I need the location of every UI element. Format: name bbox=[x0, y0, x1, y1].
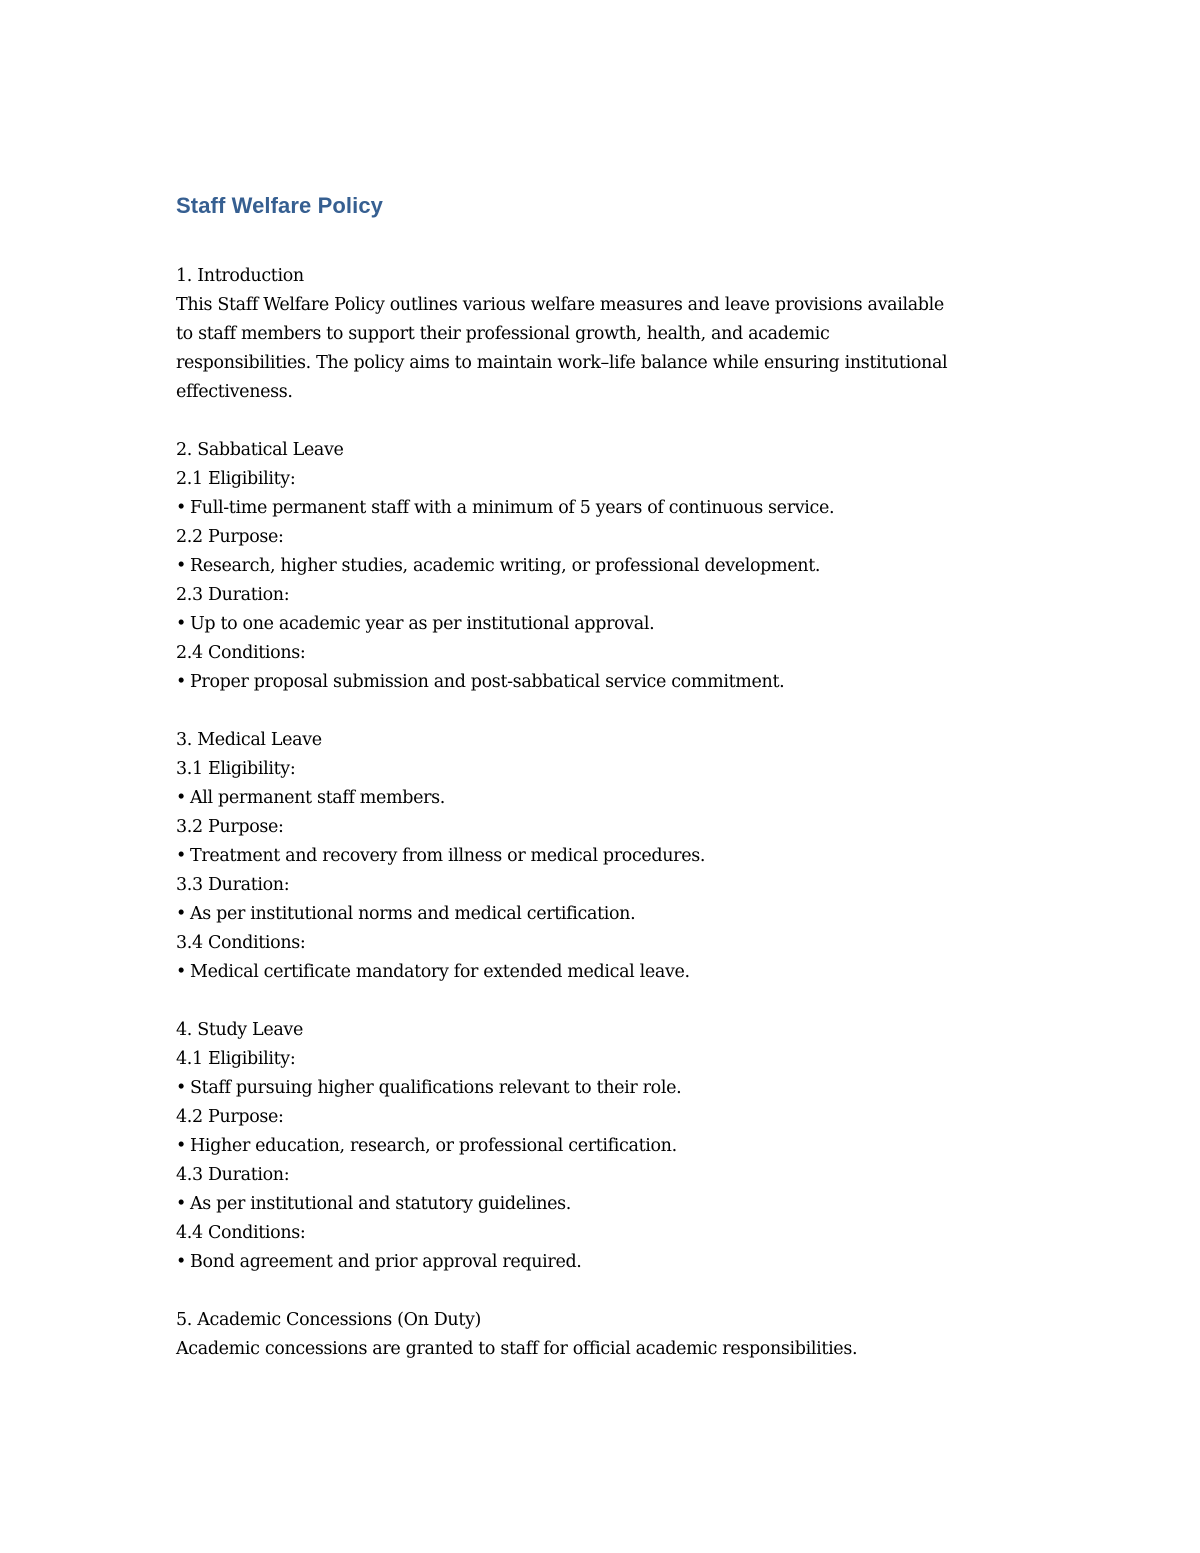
section-introduction bbox=[176, 262, 1036, 407]
item-text: As per institutional and statutory guidelines. bbox=[190, 1194, 571, 1214]
item-text: Bond agreement and prior approval required. bbox=[190, 1252, 582, 1272]
item-label: 3.4 Conditions: bbox=[176, 933, 306, 953]
bullet-icon: • bbox=[176, 498, 186, 518]
list-item bbox=[176, 784, 1036, 813]
item-text: All permanent staff members. bbox=[190, 788, 446, 808]
list-item bbox=[176, 552, 1036, 581]
item-text: Treatment and recovery from illness or medical procedures. bbox=[190, 846, 706, 866]
item-text: Staff pursuing higher qualifications relevant to their role. bbox=[190, 1078, 682, 1098]
section-sabbatical-leave bbox=[176, 436, 1036, 697]
bullet-icon: • bbox=[176, 904, 186, 924]
item-label: 2.2 Purpose: bbox=[176, 527, 284, 547]
item-text: Research, higher studies, academic writing, or professional development. bbox=[190, 556, 821, 576]
section-medical-leave bbox=[176, 726, 1036, 987]
list-item bbox=[176, 494, 1036, 523]
item-label: 4.3 Duration: bbox=[176, 1165, 290, 1185]
intro-line: to staff members to support their professional growth, health, and academic bbox=[176, 324, 830, 344]
item-label: 3.2 Purpose: bbox=[176, 817, 284, 837]
bullet-icon: • bbox=[176, 672, 186, 692]
list-item bbox=[176, 1132, 1036, 1161]
concessions-text: Academic concessions are granted to staff for official academic responsibilities. bbox=[176, 1339, 858, 1359]
section-heading: 5. Academic Concessions (On Duty) bbox=[176, 1310, 482, 1330]
item-label: 4.2 Purpose: bbox=[176, 1107, 284, 1127]
list-item bbox=[176, 1190, 1036, 1219]
item-text: Up to one academic year as per institutional approval. bbox=[190, 614, 655, 634]
item-label: 3.3 Duration: bbox=[176, 875, 290, 895]
list-item bbox=[176, 842, 1036, 871]
item-label: 4.1 Eligibility: bbox=[176, 1049, 296, 1069]
bullet-icon: • bbox=[176, 1078, 186, 1098]
bullet-icon: • bbox=[176, 962, 186, 982]
section-heading: 1. Introduction bbox=[176, 266, 304, 286]
bullet-icon: • bbox=[176, 788, 186, 808]
item-label: 4.4 Conditions: bbox=[176, 1223, 306, 1243]
bullet-icon: • bbox=[176, 1194, 186, 1214]
intro-line: This Staff Welfare Policy outlines various welfare measures and leave provisions available bbox=[176, 295, 944, 315]
bullet-icon: • bbox=[176, 846, 186, 866]
item-text: Proper proposal submission and post-sabbatical service commitment. bbox=[190, 672, 785, 692]
document-title: Staff Welfare Policy bbox=[176, 193, 383, 218]
item-label: 2.4 Conditions: bbox=[176, 643, 306, 663]
item-text: Higher education, research, or professional certification. bbox=[190, 1136, 677, 1156]
bullet-icon: • bbox=[176, 556, 186, 576]
list-item bbox=[176, 610, 1036, 639]
intro-line: responsibilities. The policy aims to maintain work–life balance while ensuring institutional bbox=[176, 353, 948, 373]
list-item bbox=[176, 958, 1036, 987]
item-text: Medical certificate mandatory for extended medical leave. bbox=[190, 962, 690, 982]
bullet-icon: • bbox=[176, 614, 186, 634]
list-item bbox=[176, 900, 1036, 929]
intro-line: effectiveness. bbox=[176, 382, 293, 402]
bullet-icon: • bbox=[176, 1252, 186, 1272]
document-content bbox=[176, 190, 1036, 1393]
section-heading: 3. Medical Leave bbox=[176, 730, 322, 750]
list-item bbox=[176, 1074, 1036, 1103]
section-heading: 4. Study Leave bbox=[176, 1020, 303, 1040]
item-label: 3.1 Eligibility: bbox=[176, 759, 296, 779]
item-label: 2.3 Duration: bbox=[176, 585, 290, 605]
item-label: 2.1 Eligibility: bbox=[176, 469, 296, 489]
item-text: Full-time permanent staff with a minimum of 5 years of continuous service. bbox=[190, 498, 835, 518]
bullet-icon: • bbox=[176, 1136, 186, 1156]
section-heading: 2. Sabbatical Leave bbox=[176, 440, 344, 460]
section-study-leave bbox=[176, 1016, 1036, 1277]
list-item bbox=[176, 1248, 1036, 1277]
section-academic-concessions bbox=[176, 1306, 1036, 1364]
item-text: As per institutional norms and medical certification. bbox=[190, 904, 636, 924]
list-item bbox=[176, 668, 1036, 697]
